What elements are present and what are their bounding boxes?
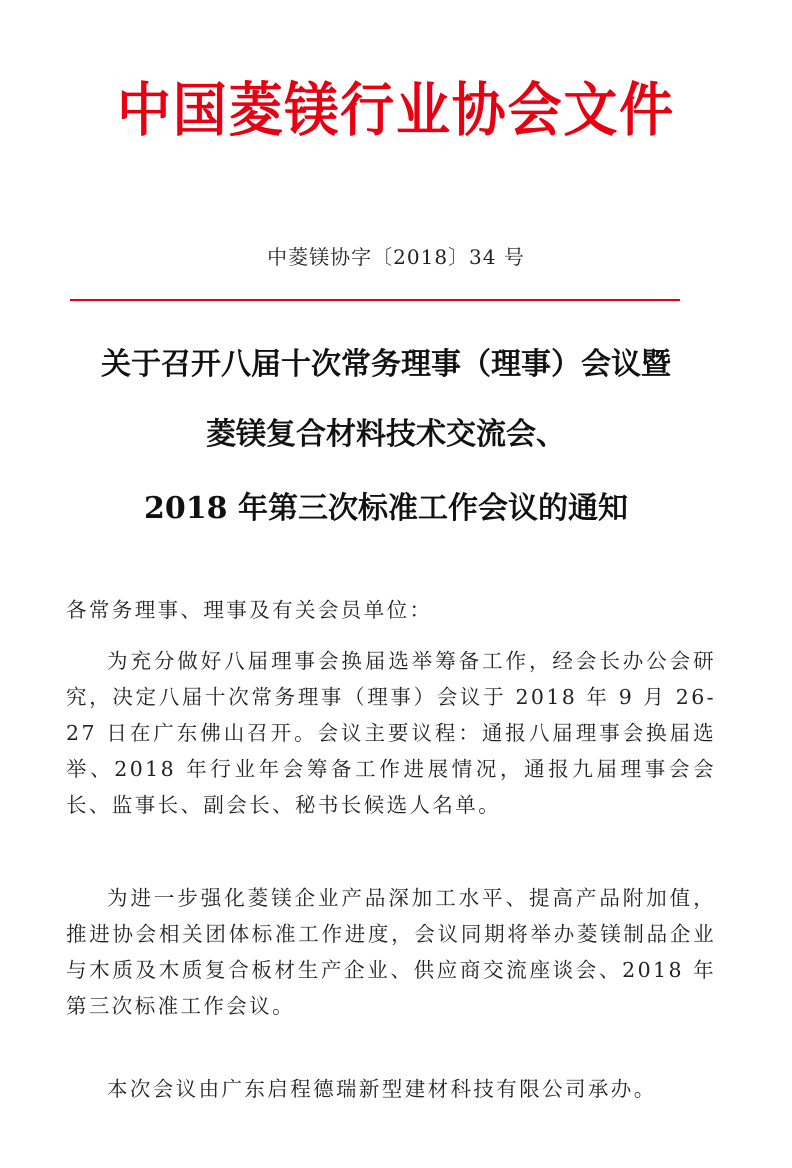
body-paragraph-1: 为充分做好八届理事会换届选举筹备工作，经会长办公会研究，决定八届十次常务理事（理事）会议于 2018 年 9 月 26-27 日在广东佛山召开。会议主要议程：通报八届理事会换届选举、2018 年行业年会筹备工作进展情况，通报九届理事会会长、监事长、副会长、秘书长候选人名单。: [66, 649, 716, 817]
org-document-header: 中国菱镁行业协会文件: [116, 76, 675, 144]
notice-title-line-3: 2018 年第三次标准工作会议的通知: [144, 491, 628, 526]
notice-title-line-2: 菱镁复合材料技术交流会、: [206, 417, 566, 452]
red-divider: [70, 299, 680, 301]
body-paragraph-3: 本次会议由广东启程德瑞新型建材科技有限公司承办。: [107, 1077, 657, 1101]
document-number: 中菱镁协字〔2018〕34 号: [267, 245, 525, 269]
notice-title-line-1: 关于召开八届十次常务理事（理事）会议暨: [101, 347, 671, 382]
body-paragraph-2: 为进一步强化菱镁企业产品深加工水平、提高产品附加值，推进协会相关团体标准工作进度，会议同期将举办菱镁制品企业与木质及木质复合板材生产企业、供应商交流座谈会、2018 年第三次标准工作会议。: [66, 886, 716, 1018]
salutation: 各常务理事、理事及有关会员单位：: [66, 598, 433, 622]
